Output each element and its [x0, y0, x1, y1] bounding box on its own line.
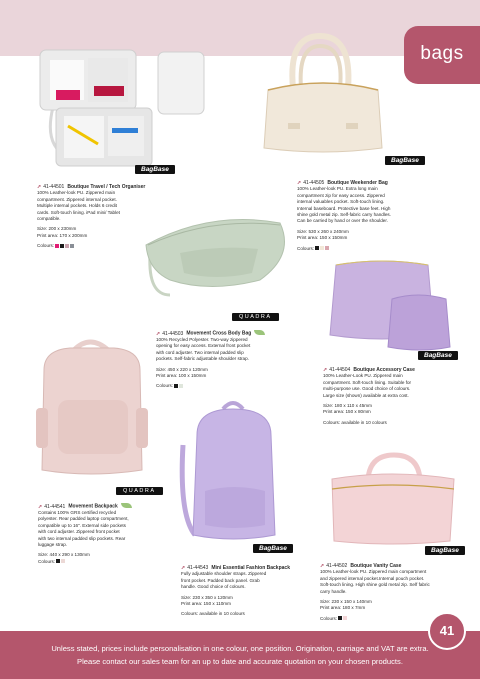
colour-swatch [61, 559, 65, 563]
weekender-desc-line: Can be carried by hand or over the shoulder. [297, 218, 388, 224]
section-tab [404, 26, 480, 84]
colour-swatch [60, 244, 64, 248]
weekender-image [248, 28, 398, 158]
footer-band [0, 631, 480, 679]
crossbody-brand-logo: QUADRA [232, 313, 279, 321]
crossbody-print: Print area: 100 x 150mm [156, 372, 207, 378]
organiser-desc-line: Multiple internal pockets. Holds 6 credit [37, 203, 117, 209]
vanity-desc-line: and zippered internal pocket.Internal pouch pocket. [320, 575, 425, 581]
footer-line-1: Unless stated, prices include personalisation in one colour, one position. Origination, carriage and VAT are extra. [51, 644, 429, 653]
colour-swatch [320, 246, 324, 250]
accessory-desc-line: compartment. Soft-touch lining. Suitable for [323, 379, 412, 385]
backpack-text [38, 503, 173, 565]
weekender-swatches [315, 246, 330, 251]
crossbody-heading [156, 330, 306, 337]
arrow-icon: ➚ [297, 180, 302, 186]
colour-swatch [343, 616, 347, 620]
fashion-name: Mini Essential Fashion Backpack [211, 565, 290, 571]
backpack-swatches [56, 559, 66, 564]
fashion-colours-label: Colours: available in 10 colours [181, 611, 245, 617]
fashion-desc-line: front pocket. Padded back panel. Grab [181, 577, 260, 583]
arrow-icon: ➚ [37, 184, 42, 190]
backpack-desc-line: compatible up to 16". External side pockets [38, 522, 126, 528]
organiser-size: Size: 200 x 230mm [37, 226, 77, 232]
organiser-desc-line: compatible. [37, 216, 61, 222]
accessory-image [322, 255, 457, 355]
colour-swatch [55, 244, 59, 248]
vanity-desc-line: Soft-touch lining. High shine gold metal zip. Self fabric [320, 582, 430, 588]
vanity-code: 41-44502 [326, 563, 348, 569]
fashion-brand-logo: BagBase [253, 544, 293, 553]
backpack-desc-line: luggage strap. [38, 541, 68, 547]
organiser-colours-label: Colours: [37, 243, 55, 249]
crossbody-desc-line: pockets. Self-fabric adjustable shoulder strap. [156, 356, 249, 362]
weekender-size: Size: 530 x 260 x 240mm [297, 228, 349, 234]
weekender-desc-line: shine gold metal zip. Self-fabric carry handles. [297, 212, 391, 218]
accessory-brand-logo: BagBase [418, 351, 458, 360]
organiser-name: Boutique Travel / Tech Organiser [67, 184, 146, 190]
fashion-code: 41-44543 [187, 565, 209, 571]
fashion-desc-line: Fully adjustable shoulder straps. Zippered [181, 571, 267, 577]
crossbody-text [156, 330, 306, 390]
colour-swatch [325, 246, 329, 250]
accessory-code: 41-44504 [329, 367, 351, 373]
section-label: bags [420, 43, 464, 64]
weekender-desc-line: Internal baseboard. Protective base feet. High [297, 205, 391, 211]
organiser-swatches [55, 243, 75, 248]
accessory-size: Size: 180 x 110 x 45mm [323, 403, 372, 409]
crossbody-image [140, 205, 300, 305]
eco-leaf-icon [121, 503, 132, 508]
arrow-icon: ➚ [156, 330, 161, 337]
crossbody-swatches [174, 383, 184, 388]
accessory-print: Print area: 150 x 80mm [323, 409, 371, 415]
vanity-desc-line: 100% Leather-look PU. Zippered main compartment [320, 569, 427, 575]
eco-leaf-icon [254, 330, 265, 335]
backpack-size: Size: 440 x 290 x 130mm [38, 552, 90, 558]
footer-line-2: Please contact our sales team for an up to date and accurate quotation on your chosen products. [77, 657, 403, 666]
organiser-desc-line: 100% Leather-look PU. Zippered main [37, 190, 116, 196]
backpack-image [30, 330, 160, 480]
fashion-size: Size: 230 x 350 x 120mm [181, 594, 233, 600]
colour-swatch [174, 384, 178, 388]
accessory-desc-line: multi-purpose use. Good choice of colours. [323, 386, 411, 392]
accessory-colours-label: Colours: available in 10 colours [323, 419, 387, 425]
arrow-icon: ➚ [38, 503, 43, 510]
vanity-desc-line: carry handle. [320, 588, 347, 594]
backpack-code: 41-44541 [44, 503, 66, 510]
crossbody-colours-label: Colours: [156, 383, 174, 389]
weekender-brand-logo: BagBase [385, 156, 425, 165]
backpack-desc-line: with two internal padded slip pockets. Rear [38, 535, 126, 541]
colour-swatch [315, 246, 319, 250]
crossbody-name: Movement Cross Body Bag [186, 330, 252, 337]
weekender-colours [297, 246, 457, 252]
weekender-desc-line: internal valuables pocket. Soft-touch lining. [297, 199, 385, 205]
accessory-text [323, 367, 468, 426]
vanity-brand-logo: BagBase [425, 546, 465, 555]
vanity-name: Boutique Vanity Case [350, 563, 402, 569]
vanity-swatches [338, 616, 348, 621]
backpack-brand-logo: QUADRA [116, 487, 163, 495]
backpack-colours-label: Colours: [38, 558, 56, 564]
weekender-text [297, 180, 457, 252]
weekender-colours-label: Colours: [297, 245, 315, 251]
backpack-colours [38, 559, 173, 565]
weekender-print: Print area: 150 x 150mm [297, 235, 348, 241]
colour-swatch [338, 616, 342, 620]
backpack-heading [38, 503, 173, 510]
organiser-desc-line: compartment. Zippered internal pocket. [37, 196, 117, 202]
backpack-desc-line: polyester. Rear padded laptop compartment, [38, 516, 129, 522]
page-number: 41 [428, 612, 466, 650]
organiser-image [38, 46, 208, 176]
vanity-size: Size: 230 x 150 x 140mm [320, 599, 372, 605]
vanity-image [322, 445, 462, 545]
fashion-desc-line: handle. Good choice of colours. [181, 584, 246, 590]
vanity-colours-label: Colours: [320, 615, 338, 621]
organiser-brand-logo: BagBase [135, 165, 175, 174]
crossbody-desc-line: with cord adjuster. Two internal padded slip [156, 349, 244, 355]
backpack-name: Movement Backpack [68, 503, 118, 510]
weekender-desc-line: compartment zip for easy access. Zippered [297, 192, 385, 198]
fashion-print: Print area: 150 x 110mm [181, 601, 231, 607]
colour-swatch [65, 244, 69, 248]
arrow-icon: ➚ [323, 367, 328, 373]
backpack-desc-line: Contains 100% GRS certified recycled [38, 509, 117, 515]
colour-swatch [70, 244, 74, 248]
weekender-code: 41-44505 [303, 180, 325, 186]
backpack-desc-line: with cord adjuster. Zippered front pocket [38, 529, 120, 535]
accessory-desc-line: Large size (shown) available at extra cost. [323, 392, 409, 398]
crossbody-code: 41-44503 [162, 330, 184, 337]
weekender-desc-line: 100% Leather-look PU. Extra long main [297, 186, 378, 192]
arrow-icon: ➚ [181, 565, 186, 571]
organiser-code: 41-44501 [43, 184, 65, 190]
fashion-backpack-image [175, 395, 290, 545]
crossbody-colours [156, 383, 306, 389]
vanity-print: Print area: 180 x 7mm [320, 605, 366, 611]
crossbody-desc-line: opening for easy access. External front pocket [156, 343, 251, 349]
accessory-desc-line: 100% Leather-Look PU. Zippered main [323, 373, 403, 379]
weekender-name: Boutique Weekender Bag [327, 180, 388, 186]
colour-swatch [56, 559, 60, 563]
crossbody-size: Size: 450 x 220 x 120mm [156, 366, 208, 372]
crossbody-desc-line: 100% Recycled Polyester. Two-way zippered [156, 336, 248, 342]
fashion-text [181, 565, 311, 618]
accessory-name: Boutique Accessory Case [353, 367, 415, 373]
arrow-icon: ➚ [320, 563, 325, 569]
organiser-print: Print area: 170 x 200mm [37, 232, 88, 238]
colour-swatch [179, 384, 183, 388]
organiser-desc-line: cards. Soft-touch lining. iPad mini/ Tablet [37, 209, 120, 215]
